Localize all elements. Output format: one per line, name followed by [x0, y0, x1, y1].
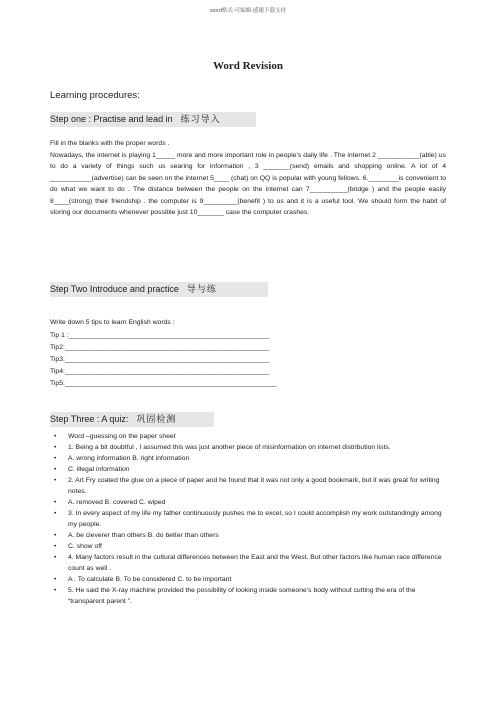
- list-item-text: 2. Art Fry coated the glue on a piece of paper and he found that it was not only a good bookmark, but it was great for writing notes.: [68, 477, 440, 495]
- list-item-text: 4. Many factors result in the cultural differences between the East and the West. But other factors like human race difference count as well .: [68, 554, 442, 572]
- step-three-zh: 巩固检测: [136, 415, 177, 425]
- bullet-icon: •: [54, 466, 57, 473]
- list-item: [50, 552, 446, 574]
- list-item-text: C. illegal information: [68, 466, 130, 473]
- step-three-heading: [50, 412, 214, 427]
- list-item: [50, 530, 446, 541]
- list-item: [50, 475, 446, 497]
- step-two-heading: [50, 282, 268, 297]
- list-item-text: 1. Being a bit doubtful , I assumed this was just another piece of misinformation on internet distribution lists.: [68, 444, 391, 451]
- step-one-heading: [50, 112, 256, 127]
- step-two-label: Step Two Introduce and practice: [50, 284, 179, 294]
- tip-line: Tip4:______________________________________________________: [50, 368, 269, 375]
- bullet-icon: •: [54, 587, 57, 594]
- step-one-label: Step one : Practise and lead in: [50, 114, 173, 124]
- list-item: [50, 541, 446, 552]
- list-item-text: C. show off: [68, 543, 102, 550]
- step-one-zh: 练习导入: [180, 115, 221, 125]
- tip-line: Tip 1 :_____________________________________________________: [50, 332, 269, 339]
- tip-line: Tip2:______________________________________________________: [50, 344, 269, 351]
- quiz-list: [50, 431, 446, 607]
- bullet-icon: •: [54, 543, 57, 550]
- list-item: [50, 508, 446, 530]
- list-item-text: A. wrong information B. right information: [68, 455, 190, 462]
- page-title: Word Revision: [213, 60, 283, 72]
- tip-line: Tip5:________________________________________________________: [50, 380, 277, 387]
- list-item-text: A. be cleverer than others B. do better than others: [68, 532, 219, 539]
- step-three-label: Step Three : A quiz:: [50, 414, 129, 424]
- list-item: [50, 574, 446, 585]
- fill-in-paragraph: Nowadays, the internet is playing 1_____ more and more important role in people’s daily life . The internet 2 ___________(able) us to do a variety of things such us searing for information , 3 _______(send) emails and shopping online. A lot of 4 ___________(advertise) can be seen on the internet 5____ (chat) on QQ is popular with young fellows. 6.________is convenient to do what we want to do . The distance between the people on the internet can 7__________(bridge ) and the people easily 8____(strong) their friendship . the computer is 9_________(benefit ) to us and it is a useful tool. We should form the habit of storing our documents whenever possible just 10_______ case the computer crashes.: [50, 152, 446, 217]
- list-item: [50, 431, 446, 442]
- list-item: [50, 497, 446, 508]
- list-item: [50, 585, 446, 607]
- bullet-icon: •: [54, 444, 57, 451]
- list-item: [50, 453, 446, 464]
- list-item-text: 5. He said the X-ray machine provided the possibility of looking inside someone’s body without cutting the era of the “transparent parent ”.: [68, 587, 416, 605]
- learning-procedures-label: Learning procedures:: [50, 90, 140, 101]
- bullet-icon: •: [54, 576, 57, 583]
- list-item-text: Word –guessing on the paper sheet: [68, 433, 176, 440]
- list-item-text: A. removed B. covered C. wiped: [68, 499, 166, 506]
- bullet-icon: •: [54, 455, 57, 462]
- list-item-text: A . To calculate B. To be considered C. to be important: [68, 576, 232, 583]
- list-item: [50, 464, 446, 475]
- step-two-zh: 导与练: [186, 285, 217, 295]
- bullet-icon: •: [54, 532, 57, 539]
- bullet-icon: •: [54, 554, 57, 561]
- bullet-icon: •: [54, 499, 57, 506]
- tip-line: Tip3:______________________________________________________: [50, 356, 269, 363]
- step-two-instruction: Write down 5 tips to learn English words :: [50, 319, 175, 326]
- step-one-instruction: Fill in the blanks with the proper words .: [50, 140, 170, 147]
- bullet-icon: •: [54, 477, 57, 484]
- list-item-text: 3. In every aspect of my life my father continuously pushes me to excel, so I could accomplish my work outstandingly among my people.: [68, 510, 442, 528]
- bullet-icon: •: [54, 510, 57, 517]
- bullet-icon: •: [54, 433, 57, 440]
- header-note: word格式-可编辑-感谢下载支持: [209, 8, 287, 14]
- list-item: [50, 442, 446, 453]
